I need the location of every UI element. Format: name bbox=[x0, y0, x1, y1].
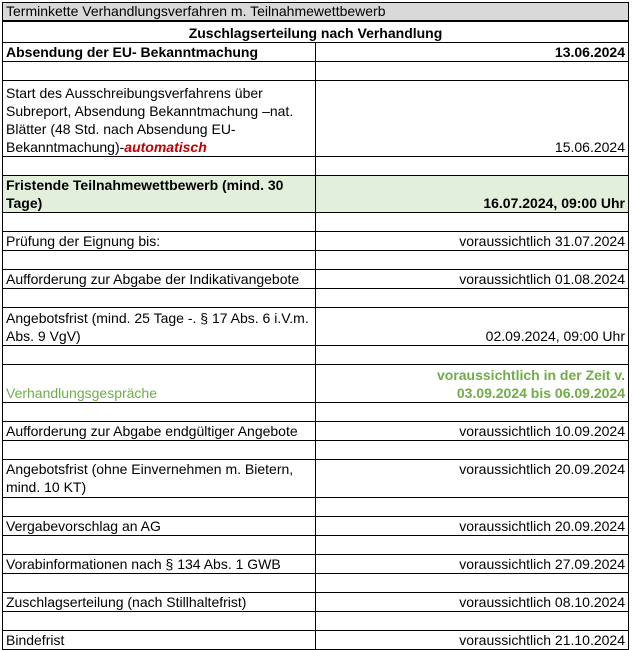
table-row bbox=[3, 460, 629, 498]
spacer-row bbox=[3, 498, 629, 517]
row-value: voraussichtlich 10.09.2024 bbox=[316, 422, 629, 441]
spacer-row bbox=[3, 536, 629, 555]
spacer-row bbox=[3, 289, 629, 308]
row-value: voraussichtlich 01.08.2024 bbox=[316, 270, 629, 289]
spacer-row bbox=[3, 251, 629, 270]
table-row bbox=[3, 593, 629, 612]
spacer-row bbox=[3, 62, 629, 81]
spacer-row bbox=[3, 346, 629, 365]
table-row bbox=[3, 308, 629, 346]
table-row bbox=[3, 270, 629, 289]
table-subtitle: Zuschlagserteilung nach Verhandlung bbox=[3, 22, 629, 43]
row-value: 15.06.2024 bbox=[316, 81, 629, 157]
schedule-sheet bbox=[2, 2, 629, 650]
row-label: Absendung der EU- Bekanntmachung bbox=[3, 43, 316, 62]
row-label: Angebotsfrist (mind. 25 Tage -. § 17 Abs. 6 i.V.m. Abs. 9 VgV) bbox=[3, 308, 316, 346]
table-row bbox=[3, 422, 629, 441]
row-label: Prüfung der Eignung bis: bbox=[3, 232, 316, 251]
row-value: voraussichtlich 27.09.2024 bbox=[316, 555, 629, 574]
table-row bbox=[3, 81, 629, 157]
spacer-row bbox=[3, 574, 629, 593]
row-label: Aufforderung zur Abgabe endgültiger Angebote bbox=[3, 422, 316, 441]
row-value: 02.09.2024, 09:00 Uhr bbox=[316, 308, 629, 346]
sheet-title: Terminkette Verhandlungsverfahren m. Teilnahmewettbewerb bbox=[2, 2, 629, 21]
automatic-note: automatisch bbox=[124, 139, 207, 155]
spacer-row bbox=[3, 612, 629, 631]
table-row bbox=[3, 43, 629, 62]
row-label: Start des Ausschreibungsverfahrens über Subreport, Absendung Bekanntmachung –nat. Blätter (48 Std. nach Absendung EU-Bekanntmachung)-automatisch bbox=[3, 81, 316, 157]
row-value: 16.07.2024, 09:00 Uhr bbox=[316, 176, 629, 213]
table-row bbox=[3, 232, 629, 251]
row-label: Fristende Teilnahmewettbewerb (mind. 30 Tage) bbox=[3, 176, 316, 213]
row-label: Zuschlagserteilung (nach Stillhaltefrist) bbox=[3, 593, 316, 612]
row-value: voraussichtlich in der Zeit v. 03.09.2024 bis 06.09.2024 bbox=[316, 365, 629, 403]
table-row bbox=[3, 517, 629, 536]
spacer-row bbox=[3, 157, 629, 176]
row-label: Angebotsfrist (ohne Einvernehmen m. Bietern, mind. 10 KT) bbox=[3, 460, 316, 498]
table-row bbox=[3, 555, 629, 574]
spacer-row bbox=[3, 213, 629, 232]
schedule-table bbox=[2, 21, 629, 650]
spacer-row bbox=[3, 403, 629, 422]
row-value: voraussichtlich 20.09.2024 bbox=[316, 460, 629, 498]
spacer-row bbox=[3, 441, 629, 460]
row-value: voraussichtlich 31.07.2024 bbox=[316, 232, 629, 251]
row-value: voraussichtlich 21.10.2024 bbox=[316, 631, 629, 650]
table-row bbox=[3, 365, 629, 403]
row-label: Vorabinformationen nach § 134 Abs. 1 GWB bbox=[3, 555, 316, 574]
row-value: 13.06.2024 bbox=[316, 43, 629, 62]
row-value: voraussichtlich 20.09.2024 bbox=[316, 517, 629, 536]
row-label: Vergabevorschlag an AG bbox=[3, 517, 316, 536]
row-label: Verhandlungsgespräche bbox=[3, 365, 316, 403]
row-value: voraussichtlich 08.10.2024 bbox=[316, 593, 629, 612]
highlight-row bbox=[3, 176, 629, 213]
row-label: Aufforderung zur Abgabe der Indikativangebote bbox=[3, 270, 316, 289]
row-label: Bindefrist bbox=[3, 631, 316, 650]
